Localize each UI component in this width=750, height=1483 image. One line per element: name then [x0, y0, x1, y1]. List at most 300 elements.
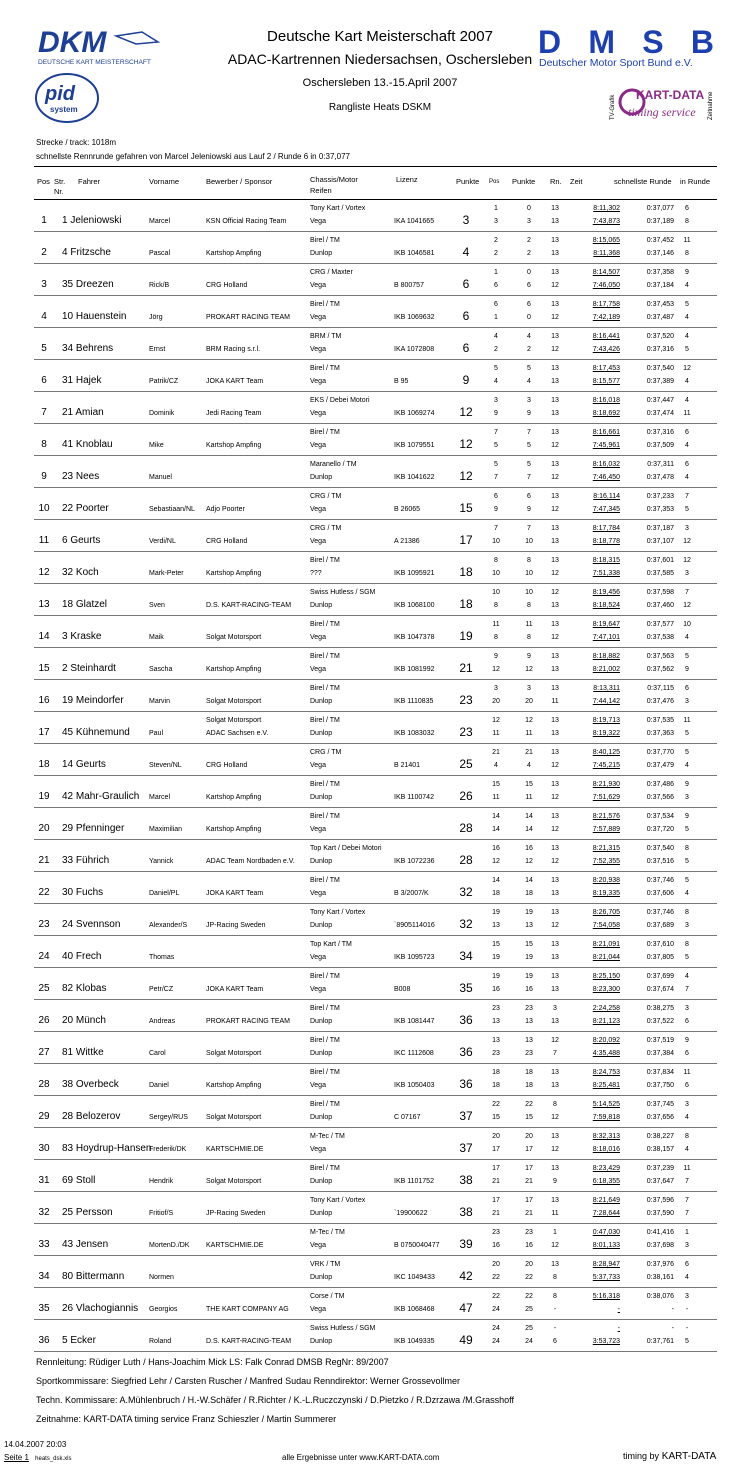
- row-firstname: Rick/B: [149, 282, 170, 289]
- event-title: Deutsche Kart Meisterschaft 2007: [267, 28, 493, 45]
- row-points: 23: [459, 693, 473, 707]
- row-heat1-points: 19: [525, 909, 533, 916]
- row-tires: Vega: [310, 666, 326, 673]
- row-heat1-fastest: 0:37,447: [646, 397, 674, 404]
- row-heat2-time: 8:01,133: [592, 1242, 620, 1249]
- row-heat2-time: 7:46,450: [592, 474, 620, 481]
- row-heat1-time: 8:21,649: [592, 1197, 620, 1204]
- row-sponsor-2: CRG Holland: [206, 762, 248, 769]
- row-heat1-lap-no: 4: [685, 397, 689, 404]
- row-heat2-fastest: 0:37,107: [646, 538, 674, 545]
- row-heat1-pos: 3: [494, 397, 498, 404]
- row-chassis: Tony Kart / Vortex: [310, 1197, 366, 1204]
- row-heat1-lap-no: 11: [683, 1069, 691, 1076]
- row-heat1-pos: 9: [494, 653, 498, 660]
- col-str: Str.: [54, 177, 66, 186]
- row-heat1-pos: 20: [492, 1261, 500, 1268]
- row-heat1-lap-no: 7: [685, 493, 689, 500]
- row-firstname: Fritiof/S: [149, 1210, 174, 1217]
- row-heat1-lap-no: 3: [685, 1293, 689, 1300]
- row-firstname: Mike: [149, 442, 164, 449]
- row-position: 10: [38, 503, 50, 514]
- column-header-row: [34, 173, 717, 200]
- row-license: IKB 1079551: [394, 442, 435, 449]
- row-heat1-laps: 13: [551, 749, 559, 756]
- row-heat1-points: 2: [527, 237, 531, 244]
- row-heat1-time: 8:17,784: [592, 525, 620, 532]
- row-heat2-laps: 12: [551, 794, 559, 801]
- row-heat1-fastest: 0:37,233: [646, 493, 674, 500]
- row-heat2-pos: 23: [492, 1050, 500, 1057]
- row-points: 19: [459, 629, 473, 643]
- table-row: [34, 360, 717, 392]
- row-position: 23: [38, 919, 50, 930]
- row-heat1-fastest: 0:37,834: [646, 1069, 674, 1076]
- row-heat1-laps: 13: [551, 973, 559, 980]
- row-heat1-points: 21: [525, 749, 533, 756]
- row-sponsor-2: D.S. KART-RACING-TEAM: [206, 1338, 292, 1345]
- row-sponsor-2: KSN Official Racing Team: [206, 218, 287, 225]
- row-tires: Vega: [310, 1082, 326, 1089]
- row-chassis: Birel / TM: [310, 1037, 340, 1044]
- row-heat2-lap-no: 8: [685, 218, 689, 225]
- row-heat1-time: 8:20,938: [592, 877, 620, 884]
- row-heat2-pos: 1: [494, 314, 498, 321]
- table-row: [34, 1032, 717, 1064]
- row-heat1-pos: 23: [492, 1229, 500, 1236]
- row-points: 18: [459, 565, 473, 579]
- table-row: [34, 552, 717, 584]
- row-heat2-lap-no: 3: [685, 794, 689, 801]
- row-firstname: Daniel/PL: [149, 890, 180, 897]
- row-chassis: Swiss Hutless / SGM: [310, 1325, 376, 1332]
- row-heat2-laps: 13: [551, 666, 559, 673]
- row-tires: Vega: [310, 506, 326, 513]
- row-license: `19900622: [394, 1210, 428, 1217]
- row-position: 32: [38, 1207, 50, 1218]
- row-heat1-points: 17: [525, 1197, 533, 1204]
- row-driver: 45 Kühnemund: [62, 727, 130, 738]
- row-heat1-laps: 13: [551, 1069, 559, 1076]
- row-sponsor-2: Jedi Racing Team: [206, 410, 262, 417]
- dmsb-logo-text: DMSB: [538, 24, 714, 60]
- row-tires: ???: [310, 570, 322, 577]
- row-heat2-lap-no: 5: [685, 506, 689, 513]
- row-tires: Vega: [310, 986, 326, 993]
- row-heat2-pos: 18: [492, 890, 500, 897]
- table-row: [34, 680, 717, 712]
- row-heat2-fastest: 0:37,474: [646, 410, 674, 417]
- row-heat1-pos: 4: [494, 333, 498, 340]
- row-heat2-fastest: 0:37,606: [646, 890, 674, 897]
- row-heat2-time: 4:35,488: [592, 1050, 620, 1057]
- row-points: 32: [459, 917, 473, 931]
- row-sponsor-2: BRM Racing s.r.l.: [206, 346, 261, 353]
- row-heat2-fastest: 0:37,805: [646, 954, 674, 961]
- row-points: 28: [459, 853, 473, 867]
- row-points: 12: [459, 405, 473, 419]
- row-heat2-lap-no: 7: [685, 1210, 689, 1217]
- row-heat2-time: 8:23,300: [592, 986, 620, 993]
- row-heat1-points: 5: [527, 461, 531, 468]
- row-heat1-time: 8:18,315: [592, 557, 620, 564]
- row-position: 29: [38, 1111, 50, 1122]
- row-sponsor-2: Solgat Motorsport: [206, 698, 262, 705]
- row-firstname: Pascal: [149, 250, 171, 257]
- row-position: 25: [38, 983, 50, 994]
- row-driver: 34 Behrens: [62, 343, 114, 354]
- row-position: 3: [41, 279, 47, 290]
- row-points: 25: [459, 757, 473, 771]
- row-heat2-lap-no: 4: [685, 1146, 689, 1153]
- row-heat2-time: 8:21,002: [592, 666, 620, 673]
- row-heat2-fastest: 0:37,476: [646, 698, 674, 705]
- row-heat2-lap-no: 6: [685, 1018, 689, 1025]
- row-heat1-laps: 13: [551, 429, 559, 436]
- row-sponsor-2: Solgat Motorsport: [206, 1114, 262, 1121]
- row-firstname: Marcel: [149, 218, 171, 225]
- row-heat2-pos: 24: [492, 1306, 500, 1313]
- row-sponsor-2: PROKART RACING TEAM: [206, 1018, 291, 1025]
- row-heat1-laps: 13: [551, 717, 559, 724]
- table-row: [34, 1224, 717, 1256]
- row-heat2-laps: 13: [551, 1082, 559, 1089]
- row-heat2-fastest: 0:37,522: [646, 1018, 674, 1025]
- row-heat1-pos: 5: [494, 365, 498, 372]
- row-heat1-time: 8:16,661: [592, 429, 620, 436]
- row-heat1-laps: 12: [551, 1037, 559, 1044]
- row-sponsor-2: JOKA KART Team: [206, 986, 264, 993]
- row-heat2-laps: 12: [551, 634, 559, 641]
- row-driver: 35 Dreezen: [62, 279, 114, 290]
- row-heat2-fastest: 0:37,384: [646, 1050, 674, 1057]
- row-heat1-fastest: 0:37,746: [646, 909, 674, 916]
- table-row: [34, 1160, 717, 1192]
- row-heat2-laps: 12: [551, 442, 559, 449]
- row-heat2-pos: 10: [492, 570, 500, 577]
- row-firstname: Maximilian: [149, 826, 183, 833]
- row-chassis: EKS / Debei Motori: [310, 397, 370, 404]
- col-schnellste: schnellste Runde: [614, 177, 672, 186]
- row-sponsor-2: ADAC Sachsen e.V.: [206, 730, 269, 737]
- row-points: 15: [459, 501, 473, 515]
- row-heat2-laps: 13: [551, 602, 559, 609]
- row-heat1-pos: 2: [494, 237, 498, 244]
- row-sponsor-2: Kartshop Ampfing: [206, 442, 262, 449]
- row-heat2-pos: 8: [494, 634, 498, 641]
- row-chassis: Tony Kart / Vortex: [310, 205, 366, 212]
- kart-data-logo: [606, 76, 718, 128]
- row-driver: 26 Vlachogiannis: [62, 1303, 139, 1314]
- row-heat2-fastest: 0:37,146: [646, 250, 674, 257]
- row-heat1-points: 15: [525, 781, 533, 788]
- row-firstname: Hendrik: [149, 1178, 174, 1185]
- row-heat1-points: 10: [525, 589, 533, 596]
- row-firstname: Frederik/DK: [149, 1146, 187, 1153]
- row-heat2-points: 3: [527, 218, 531, 225]
- row-sponsor-2: CRG Holland: [206, 538, 248, 545]
- row-points: 32: [459, 885, 473, 899]
- row-heat1-points: 23: [525, 1229, 533, 1236]
- row-heat2-fastest: 0:37,590: [646, 1210, 674, 1217]
- row-position: 6: [41, 375, 47, 386]
- row-license: B 800757: [394, 282, 424, 289]
- row-heat1-pos: 7: [494, 525, 498, 532]
- row-heat2-pos: 16: [492, 986, 500, 993]
- row-heat1-time: 8:17,453: [592, 365, 620, 372]
- row-points: 38: [459, 1205, 473, 1219]
- row-sponsor-2: JP-Racing Sweden: [206, 922, 266, 929]
- row-heat2-laps: 7: [553, 1050, 557, 1057]
- row-points: 37: [459, 1109, 473, 1123]
- row-heat2-points: 4: [527, 762, 531, 769]
- row-heat2-time: 8:25,481: [592, 1082, 620, 1089]
- row-heat1-points: 17: [525, 1165, 533, 1172]
- row-heat2-time: 7:45,961: [592, 442, 620, 449]
- row-heat1-pos: 14: [492, 813, 500, 820]
- row-points: 12: [459, 469, 473, 483]
- row-sponsor-2: Kartshop Ampfing: [206, 794, 262, 801]
- row-heat1-lap-no: 8: [685, 845, 689, 852]
- row-heat1-pos: 23: [492, 1005, 500, 1012]
- row-license: IKB 1100742: [394, 794, 434, 801]
- row-heat1-laps: 13: [551, 397, 559, 404]
- row-heat1-lap-no: 8: [685, 1133, 689, 1140]
- row-heat1-lap-no: 4: [685, 973, 689, 980]
- row-tires: Vega: [310, 1306, 326, 1313]
- event-subtitle: ADAC-Kartrennen Niedersachsen, Oschersleben: [227, 51, 533, 67]
- row-firstname: Jörg: [149, 314, 163, 321]
- row-heat2-lap-no: 6: [685, 1082, 689, 1089]
- row-heat1-points: 16: [525, 845, 533, 852]
- row-chassis: Top Kart / Debei Motori: [310, 845, 382, 852]
- row-heat2-pos: 22: [492, 1274, 500, 1281]
- row-chassis: Tony Kart / Vortex: [310, 909, 366, 916]
- row-heat1-pos: 13: [492, 1037, 500, 1044]
- col-rn: Rn.: [550, 177, 562, 186]
- row-heat2-points: 2: [527, 250, 531, 257]
- row-heat2-pos: 12: [492, 666, 500, 673]
- row-heat2-laps: 12: [551, 858, 559, 865]
- row-driver: 42 Mahr-Graulich: [62, 791, 140, 802]
- row-sponsor-2: KARTSCHMIE.DE: [206, 1242, 264, 1249]
- row-heat1-pos: 19: [492, 909, 500, 916]
- row-heat2-lap-no: 5: [685, 954, 689, 961]
- row-points: 49: [459, 1333, 473, 1347]
- row-heat1-points: 7: [527, 429, 531, 436]
- row-heat2-time: 7:51,338: [592, 570, 620, 577]
- row-points: 47: [459, 1301, 473, 1315]
- row-tires: Vega: [310, 442, 326, 449]
- row-sponsor-2: JP-Racing Sweden: [206, 1210, 266, 1217]
- col-fahrer: Fahrer: [78, 177, 101, 186]
- row-chassis: CRG / TM: [310, 493, 342, 500]
- row-points: 18: [459, 597, 473, 611]
- row-heat2-fastest: 0:37,184: [646, 282, 674, 289]
- row-heat1-time: 8:16,032: [592, 461, 620, 468]
- row-heat2-fastest: 0:37,389: [646, 378, 674, 385]
- row-heat2-time: 8:11,368: [593, 250, 620, 257]
- row-heat1-pos: 6: [494, 301, 498, 308]
- row-heat2-time: 7:51,629: [592, 794, 620, 801]
- row-heat1-lap-no: 11: [683, 237, 691, 244]
- row-heat2-points: 9: [527, 506, 531, 513]
- row-position: 20: [38, 823, 50, 834]
- row-license: B008: [394, 986, 411, 993]
- row-heat1-fastest: 0:37,745: [646, 1101, 674, 1108]
- row-heat2-pos: 7: [494, 474, 498, 481]
- row-tires: Vega: [310, 346, 326, 353]
- kd-logo-sub: timing service: [628, 105, 696, 119]
- row-chassis: Birel / TM: [310, 429, 340, 436]
- row-heat2-lap-no: 4: [685, 474, 689, 481]
- row-heat2-laps: 13: [551, 1018, 559, 1025]
- row-heat1-points: 23: [525, 1005, 533, 1012]
- row-heat1-points: 14: [525, 813, 533, 820]
- row-heat1-laps: 13: [551, 653, 559, 660]
- table-row: [34, 456, 717, 488]
- row-heat2-pos: 3: [494, 218, 498, 225]
- row-firstname: Yannick: [149, 858, 174, 865]
- row-heat2-laps: 12: [551, 1114, 559, 1121]
- row-heat1-lap-no: 9: [685, 1037, 689, 1044]
- row-license: IKB 1081447: [394, 1018, 435, 1025]
- row-heat1-fastest: 0:37,311: [647, 461, 674, 468]
- row-heat1-time: 8:19,713: [592, 717, 620, 724]
- row-heat2-points: 12: [525, 666, 533, 673]
- row-driver: 14 Geurts: [62, 759, 106, 770]
- row-position: 33: [38, 1239, 50, 1250]
- row-tires: Dunlop: [310, 1338, 333, 1345]
- row-heat2-points: 15: [525, 1114, 533, 1121]
- row-heat2-pos: 8: [494, 602, 498, 609]
- row-firstname: Thomas: [149, 954, 175, 961]
- row-heat1-fastest: 0:37,577: [646, 621, 674, 628]
- row-heat2-laps: 12: [551, 1146, 559, 1153]
- row-heat1-points: 25: [525, 1325, 533, 1332]
- track-length: Strecke / track: 1018m: [36, 138, 117, 147]
- row-heat1-laps: 13: [551, 877, 559, 884]
- dkm-logo: [36, 24, 161, 68]
- row-heat1-fastest: 0:37,115: [647, 685, 674, 692]
- pid-system-logo: [34, 72, 100, 124]
- col-reifen: Reifen: [310, 186, 332, 195]
- row-heat2-time: 8:18,778: [592, 538, 620, 545]
- row-driver: 31 Hajek: [62, 375, 102, 386]
- row-driver: 38 Overbeck: [62, 1079, 119, 1090]
- row-position: 2: [41, 247, 47, 258]
- row-heat1-time: 8:16,018: [592, 397, 620, 404]
- row-heat2-laps: 11: [551, 1210, 559, 1217]
- row-firstname: Patrik/CZ: [149, 378, 179, 385]
- row-heat2-laps: 13: [551, 954, 559, 961]
- row-sponsor-2: ADAC Team Nordbaden e.V.: [206, 858, 295, 865]
- row-heat2-points: 25: [525, 1306, 533, 1313]
- row-heat1-points: 15: [525, 941, 533, 948]
- row-chassis: BRM / TM: [310, 333, 342, 340]
- row-heat1-laps: 13: [551, 301, 559, 308]
- row-heat2-fastest: 0:37,585: [646, 570, 674, 577]
- table-row: [34, 1192, 717, 1224]
- row-heat1-points: 12: [525, 717, 533, 724]
- row-position: 1: [41, 215, 47, 226]
- row-driver: 18 Glatzel: [62, 599, 108, 610]
- row-heat2-points: 8: [527, 634, 531, 641]
- row-heat2-laps: 6: [553, 1338, 557, 1345]
- row-heat1-time: 8:16,114: [593, 493, 620, 500]
- table-row: [34, 264, 717, 296]
- row-points: 17: [459, 533, 473, 547]
- table-row: [34, 488, 717, 520]
- row-sponsor-2: Kartshop Ampfing: [206, 250, 262, 257]
- row-driver: 21 Amian: [62, 407, 104, 418]
- row-driver: 5 Ecker: [62, 1335, 96, 1346]
- row-position: 13: [38, 599, 50, 610]
- row-heat2-fastest: 0:37,720: [646, 826, 674, 833]
- row-driver: 25 Persson: [62, 1207, 113, 1218]
- row-heat2-lap-no: 5: [685, 826, 689, 833]
- row-sponsor-1: Solgat Motorsport: [206, 717, 262, 724]
- row-heat1-time: 5:16,318: [592, 1293, 620, 1300]
- row-heat2-pos: 14: [492, 826, 500, 833]
- row-firstname: Georgios: [149, 1306, 178, 1313]
- row-heat1-points: 5: [527, 365, 531, 372]
- table-row: [34, 1128, 717, 1160]
- row-heat1-laps: 13: [551, 813, 559, 820]
- row-firstname: Ernst: [149, 346, 166, 353]
- results-link[interactable]: alle Ergebnisse unter www.KART-DATA.com: [282, 1453, 440, 1462]
- row-driver: 81 Wittke: [62, 1047, 104, 1058]
- row-tires: Vega: [310, 634, 326, 641]
- header-rule: [34, 166, 717, 167]
- row-heat1-time: 5:14,525: [592, 1101, 620, 1108]
- row-chassis: M-Tec / TM: [310, 1229, 345, 1236]
- row-firstname: Marcel: [149, 794, 171, 801]
- row-heat1-pos: 16: [492, 845, 500, 852]
- row-firstname: Sascha: [149, 666, 173, 673]
- row-sponsor-2: Kartshop Ampfing: [206, 826, 262, 833]
- row-heat1-points: 6: [527, 493, 531, 500]
- row-license: IKB 1069632: [394, 314, 435, 321]
- col-zeit: Zeit: [570, 177, 583, 186]
- row-heat2-lap-no: 4: [685, 890, 689, 897]
- row-position: 30: [38, 1143, 50, 1154]
- row-heat1-pos: 6: [494, 493, 498, 500]
- table-row: [34, 232, 717, 264]
- row-heat2-lap-no: 12: [683, 538, 691, 545]
- row-position: 18: [38, 759, 50, 770]
- row-heat2-lap-no: 3: [685, 922, 689, 929]
- row-heat1-points: 20: [525, 1133, 533, 1140]
- row-tires: Dunlop: [310, 1114, 333, 1121]
- row-tires: Dunlop: [310, 1178, 333, 1185]
- row-heat2-points: 23: [525, 1050, 533, 1057]
- row-heat1-pos: 18: [492, 1069, 500, 1076]
- col-pos: Pos: [37, 177, 50, 186]
- row-driver: 20 Münch: [62, 1015, 106, 1026]
- row-heat1-laps: 13: [551, 621, 559, 628]
- row-heat2-pos: 21: [492, 1210, 500, 1217]
- row-heat1-laps: 13: [551, 205, 559, 212]
- row-tires: Vega: [310, 1146, 326, 1153]
- fastest-lap-note: schnellste Rennrunde gefahren von Marcel Jeleniowski aus Lauf 2 / Runde 6 in 0:37,077: [36, 152, 350, 161]
- row-heat2-fastest: 0:37,479: [646, 762, 674, 769]
- row-heat1-fastest: 0:37,358: [646, 269, 674, 276]
- row-tires: Vega: [310, 538, 326, 545]
- kd-side-right: Zeitnahme: [708, 91, 714, 120]
- row-heat1-time: 8:23,429: [592, 1165, 620, 1172]
- footer-line-rennleitung: Rennleitung: Rüdiger Luth / Hans-Joachim Mick LS: Falk Conrad DMSB RegNr: 89/2007: [36, 1357, 389, 1367]
